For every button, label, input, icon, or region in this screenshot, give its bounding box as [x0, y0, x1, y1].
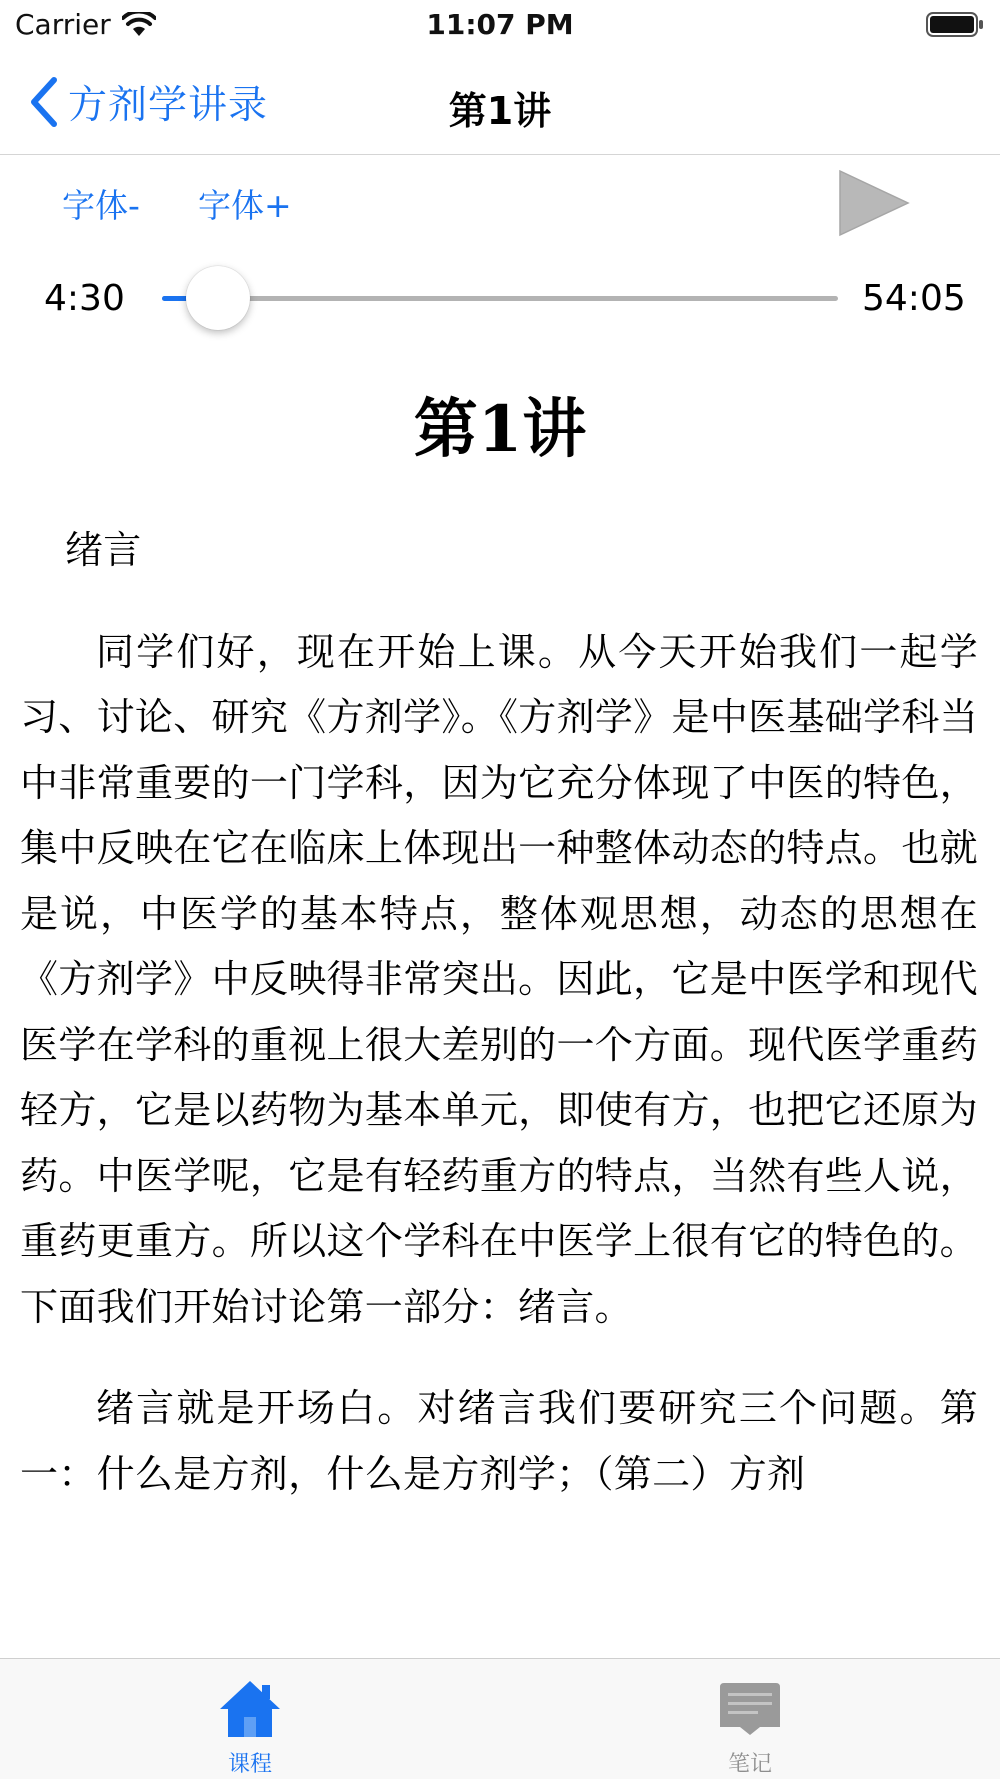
- play-button[interactable]: [836, 168, 912, 238]
- home-icon: [218, 1677, 282, 1741]
- nav-title: 第1讲: [448, 89, 552, 133]
- slider-track: [162, 296, 838, 301]
- paragraph: 绪言就是开场白。对绪言我们要研究三个问题。第一：什么是方剂，什么是方剂学；（第二）方剂: [20, 1386, 978, 1496]
- lecture-title: 第1讲: [413, 392, 587, 467]
- tab-course-label: 课程: [227, 1752, 272, 1777]
- status-time: 11:07 PM: [426, 8, 574, 41]
- tab-course[interactable]: [150, 1659, 350, 1779]
- font-decrease-button[interactable]: 字体-: [62, 186, 140, 225]
- tab-notes-label: 笔记: [727, 1752, 772, 1777]
- slider-thumb[interactable]: [186, 266, 250, 330]
- total-time: 54:05: [862, 278, 966, 319]
- lecture-text: [20, 518, 978, 1543]
- tab-notes[interactable]: [650, 1659, 850, 1779]
- audio-progress-slider[interactable]: [162, 270, 838, 326]
- navigation-bar: [0, 50, 1000, 155]
- paragraph: 同学们好，现在开始上课。从今天开始我们一起学习、讨论、研究《方剂学》。《方剂学》是中医基础学科当中非常重要的一门学科，因为它充分体现了中医的特色，集中反映在它在临床上体现出一种整体动态的特点。也就是说，中医学的基本特点，整体观思想，动态的思想在《方剂学》中反映得非常突出。因此，它是中医学和现代医学在学科的重视上很大差别的一个方面。现代医学重药轻方，它是以药物为基本单元，即使有方，也把它还原为药。中医学呢，它是有轻药重方的特点，当然有些人说，重药更重方。所以这个学科在中医学上很有它的特色的。下面我们开始讨论第一部分：绪言。: [20, 629, 978, 1329]
- tab-bar: [0, 1658, 1000, 1779]
- play-icon: [840, 171, 908, 235]
- font-increase-button[interactable]: 字体+: [198, 186, 292, 225]
- status-bar: [0, 0, 1000, 50]
- notes-icon: [718, 1677, 782, 1741]
- carrier-label: Carrier: [15, 8, 111, 41]
- back-button-label: 方剂学讲录: [68, 83, 269, 128]
- battery-icon: [926, 12, 984, 37]
- elapsed-time: 4:30: [44, 278, 125, 319]
- section-heading: 绪言: [65, 528, 142, 572]
